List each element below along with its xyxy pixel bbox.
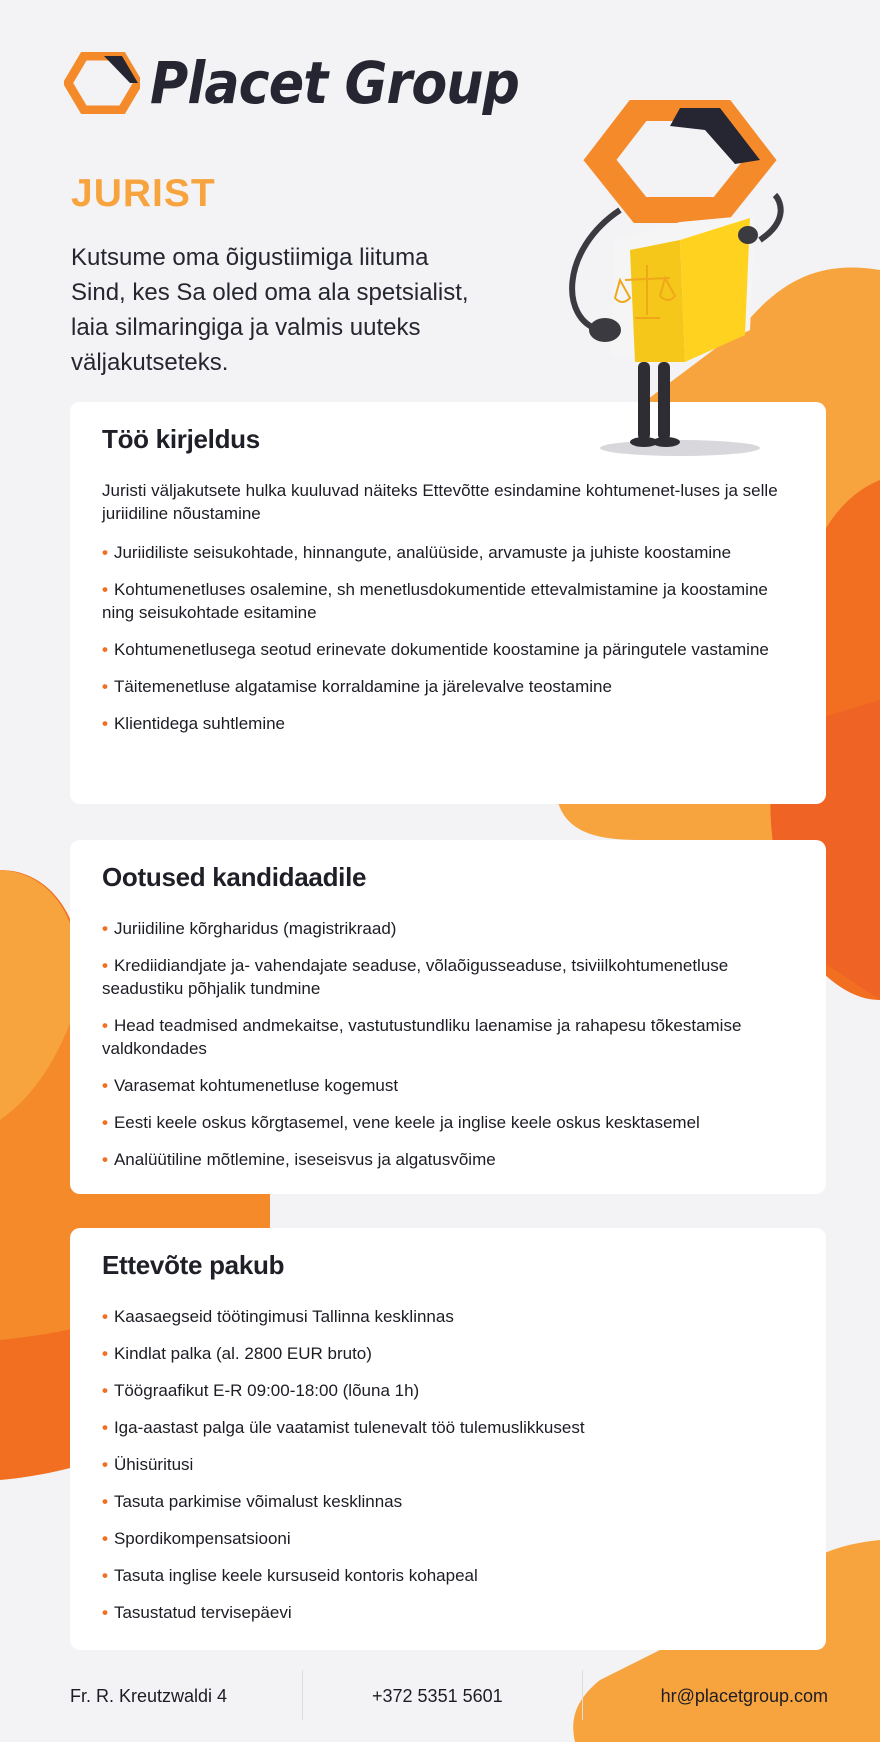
job-title: JURIST xyxy=(71,172,216,215)
contact-footer xyxy=(0,1668,880,1724)
list-item: • Töögraafikut E-R 09:00-18:00 (lõuna 1h) xyxy=(102,1379,794,1402)
footer-email[interactable]: hr@placetgroup.com xyxy=(660,1686,828,1706)
offer-card xyxy=(70,1228,826,1650)
list-item: • Tasuta parkimise võimalust kesklinnas xyxy=(102,1490,794,1513)
list-item: • Eesti keele oskus kõrgtasemel, vene keele ja inglise keele oskus kesktasemel xyxy=(102,1111,794,1134)
footer-divider xyxy=(582,1670,583,1720)
list-item: • Kindlat palka (al. 2800 EUR bruto) xyxy=(102,1342,794,1365)
expectations-list xyxy=(102,917,794,1171)
job-description-heading: Töö kirjeldus xyxy=(102,424,260,454)
list-item: • Klientidega suhtlemine xyxy=(102,712,794,735)
list-item: • Krediidiandjate ja- vahendajate seaduse, võlaõigusseaduse, tsiviilkohtumenetluse seadustiku põhjalik tundmine xyxy=(102,954,794,1000)
list-item: • Analüütiline mõtlemine, iseseisvus ja algatusvõime xyxy=(102,1148,794,1171)
list-item: • Kaasaegseid töötingimusi Tallinna kesklinnas xyxy=(102,1305,794,1328)
job-description-card xyxy=(70,402,826,804)
list-item: • Varasemat kohtumenetluse kogemust xyxy=(102,1074,794,1097)
offer-list xyxy=(102,1305,794,1624)
hexagon-logo-icon xyxy=(64,52,140,114)
list-item: • Spordikompensatsiooni xyxy=(102,1527,794,1550)
list-item: • Tasuta inglise keele kursuseid kontoris kohapeal xyxy=(102,1564,794,1587)
footer-phone[interactable]: +372 5351 5601 xyxy=(372,1686,503,1706)
job-description-lead: Juristi väljakutsete hulka kuuluvad näiteks Ettevõtte esindamine kohtumenet-luses ja selle juriidiline nõustamine xyxy=(102,481,778,523)
offer-heading: Ettevõte pakub xyxy=(102,1250,285,1280)
list-item: • Juriidiline kõrgharidus (magistrikraad) xyxy=(102,917,794,940)
job-intro: Kutsume oma õigustiimiga liituma Sind, kes Sa oled oma ala spetsialist, laia silmaringiga ja valmis uuteks väljakutseteks. xyxy=(71,244,469,376)
logo-wordmark: Placet Group xyxy=(150,49,520,117)
list-item: • Kohtumenetlusega seotud erinevate dokumentide koostamine ja päringutele vastamine xyxy=(102,638,794,661)
list-item: • Täitemenetluse algatamise korraldamine ja järelevalve teostamine xyxy=(102,675,794,698)
footer-address: Fr. R. Kreutzwaldi 4 xyxy=(70,1686,228,1706)
mascot-illustration xyxy=(560,100,860,460)
footer-divider xyxy=(302,1670,303,1720)
list-item: • Juriidiliste seisukohtade, hinnangute, analüüside, arvamuste ja juhiste koostamine xyxy=(102,541,794,564)
list-item: • Ühisüritusi xyxy=(102,1453,794,1476)
company-logo xyxy=(64,49,560,117)
list-item: • Iga-aastast palga üle vaatamist tulenevalt töö tulemuslikkusest xyxy=(102,1416,794,1439)
list-item: • Head teadmised andmekaitse, vastutustundliku laenamise ja rahapesu tõkestamise valdkondades xyxy=(102,1014,794,1060)
expectations-card xyxy=(70,840,826,1194)
list-item: • Kohtumenetluses osalemine, sh menetlusdokumentide ettevalmistamine ja koostamine ning seisukohtade esitamine xyxy=(102,578,794,624)
expectations-heading: Ootused kandidaadile xyxy=(102,862,367,892)
list-item: • Tasustatud tervisepäevi xyxy=(102,1601,794,1624)
job-description-list xyxy=(102,541,794,735)
